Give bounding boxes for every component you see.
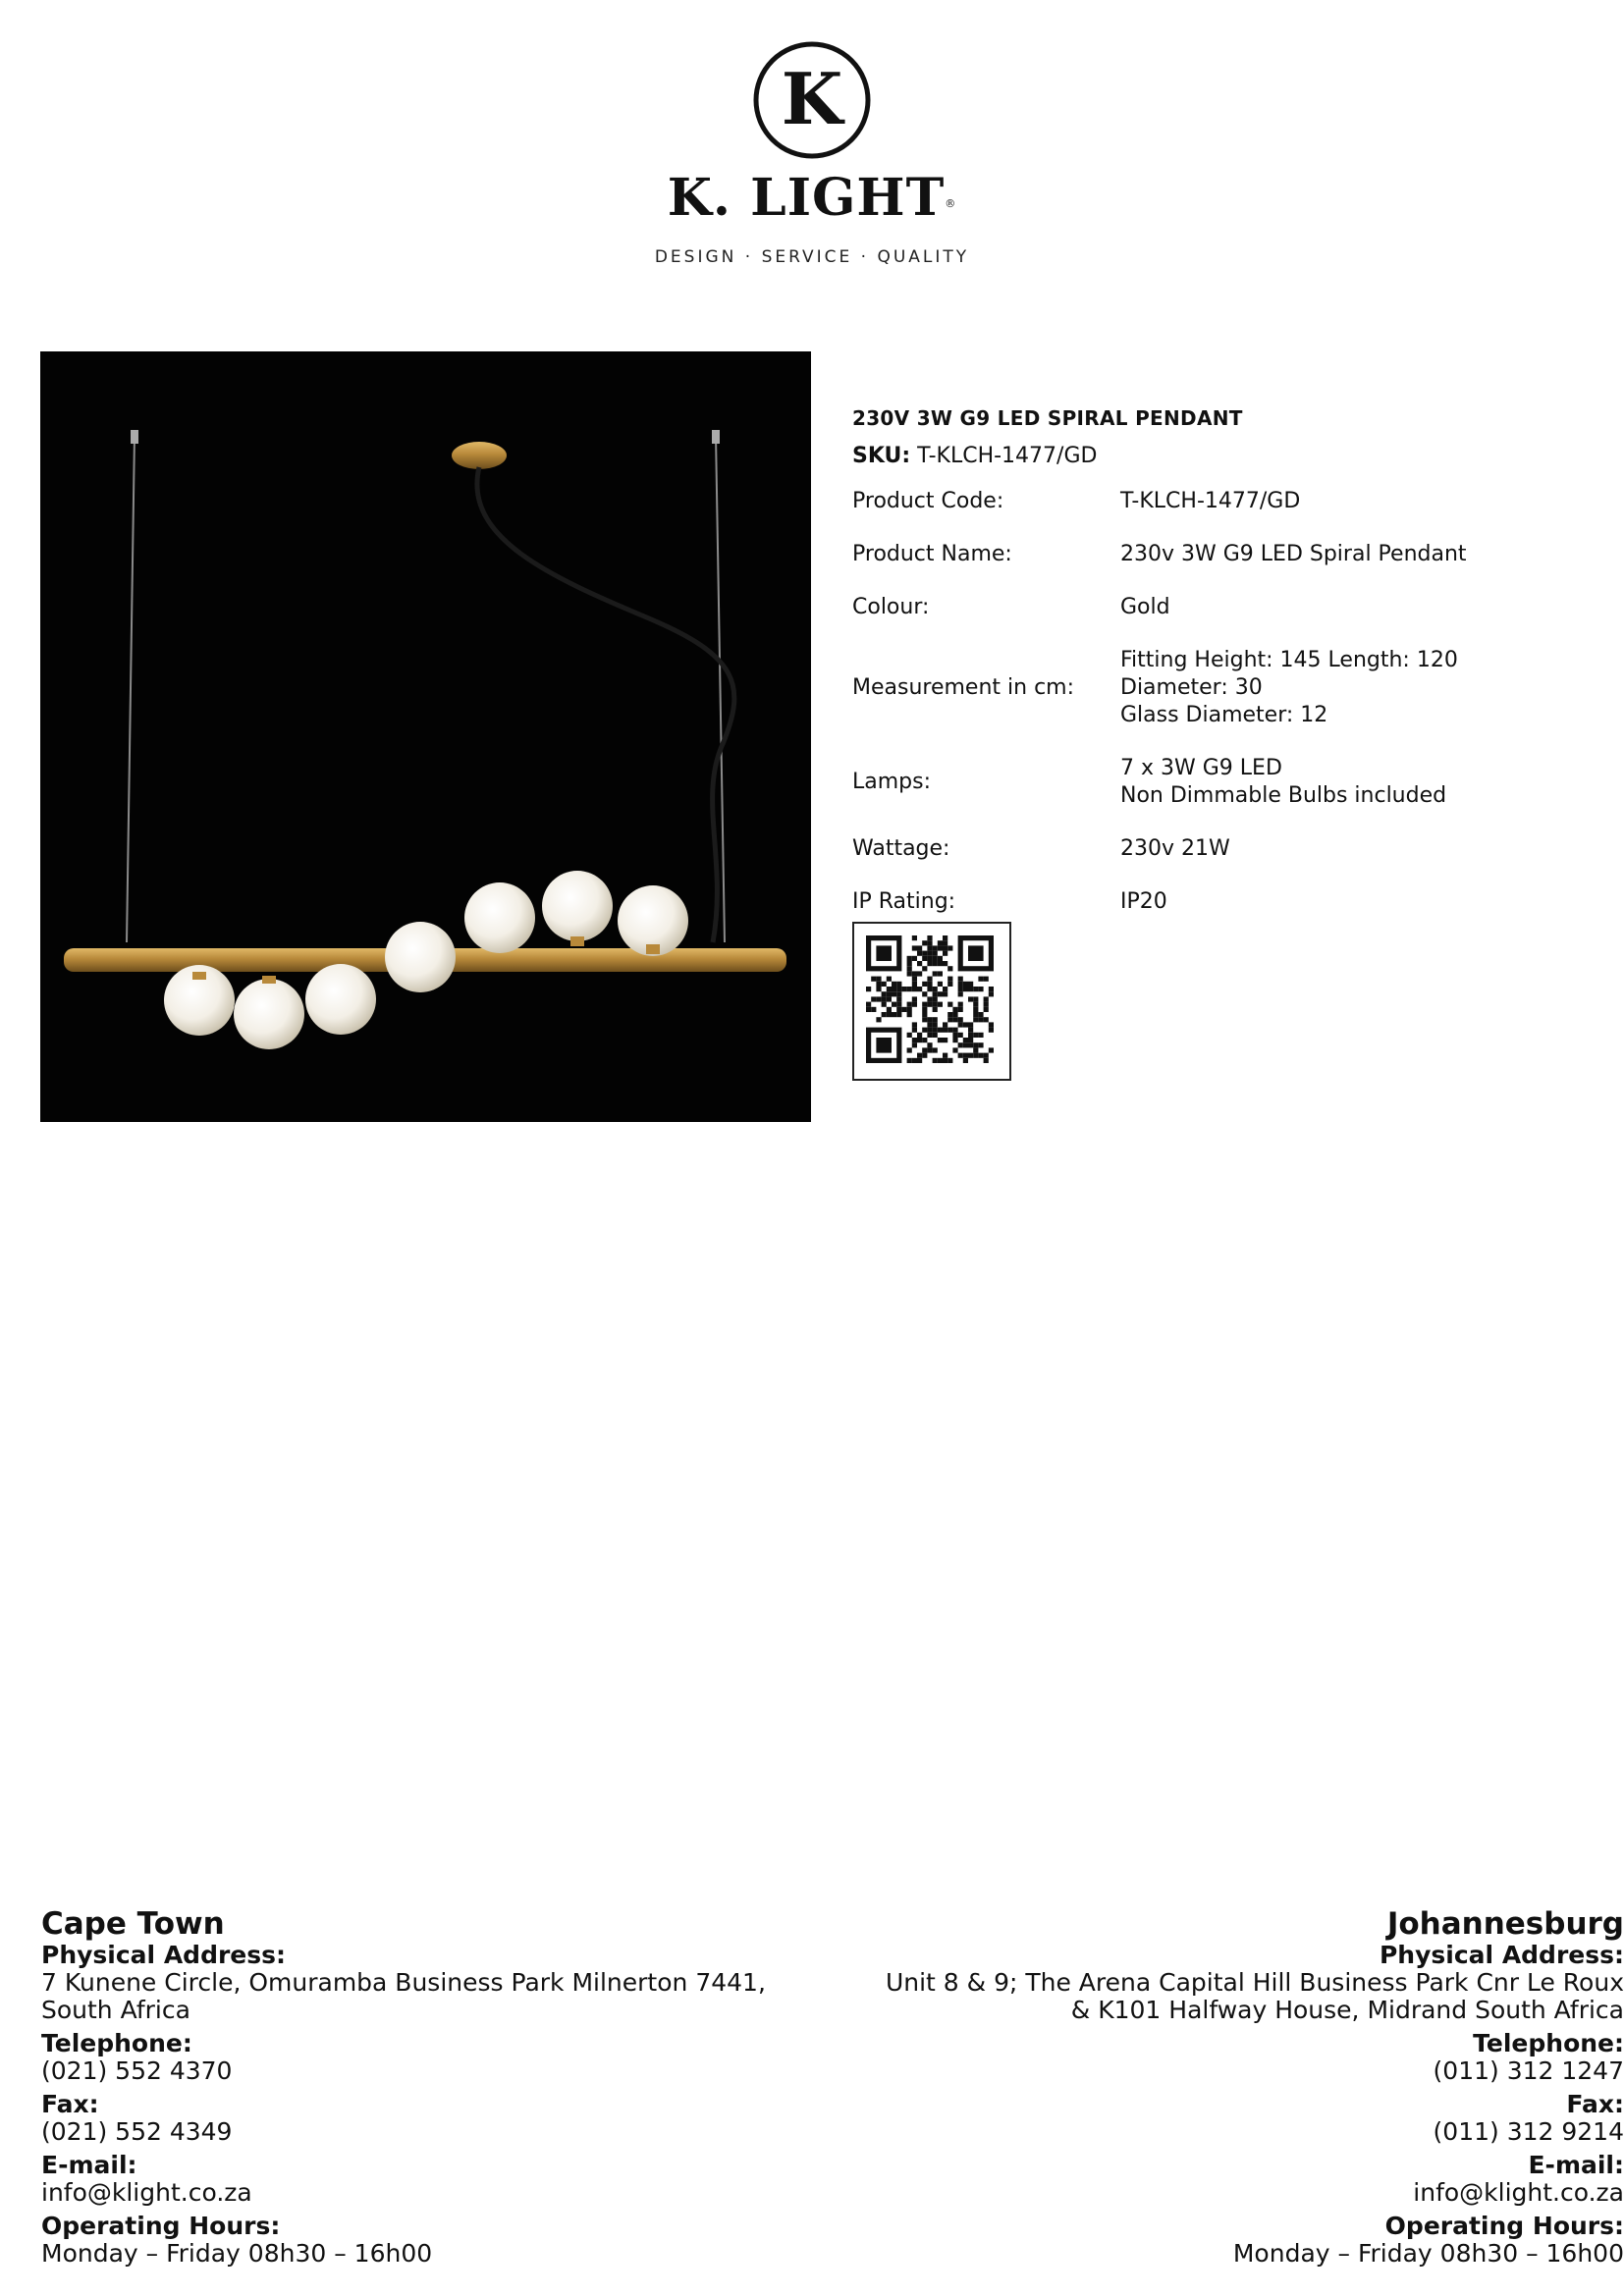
spec-row bbox=[852, 742, 1467, 823]
spec-row bbox=[852, 823, 1467, 876]
spec-value bbox=[1120, 742, 1467, 823]
email-link[interactable]: info@klight.co.za bbox=[1413, 2178, 1624, 2207]
office-city: Johannesburg bbox=[1386, 1906, 1624, 1942]
address-label: Physical Address: bbox=[1379, 1941, 1624, 1969]
brand-header bbox=[0, 39, 1624, 267]
spec-value-line: Gold bbox=[1120, 595, 1170, 619]
address-label: Physical Address: bbox=[41, 1941, 287, 1969]
fax-label: Fax: bbox=[1566, 2090, 1624, 2118]
spec-label: Wattage: bbox=[852, 836, 950, 861]
address-line: 7 Kunene Circle, Omuramba Business Park Milnerton 7441, bbox=[41, 1968, 766, 1997]
spec-value bbox=[1120, 634, 1467, 742]
hours-value: Monday – Friday 08h30 – 16h00 bbox=[1232, 2239, 1624, 2268]
fax-value: (021) 552 4349 bbox=[41, 2117, 233, 2146]
spec-value-line: 230v 3W G9 LED Spiral Pendant bbox=[1120, 542, 1467, 566]
address-line: South Africa bbox=[41, 1996, 190, 2024]
hours-label: Operating Hours: bbox=[1384, 2212, 1624, 2240]
spec-value-line: T-KLCH-1477/GD bbox=[1120, 489, 1301, 513]
sku-value: T-KLCH-1477/GD bbox=[917, 444, 1098, 468]
product-title: 230V 3W G9 LED SPIRAL PENDANT bbox=[852, 406, 1243, 430]
spec-value-line: Non Dimmable Bulbs included bbox=[1120, 783, 1447, 808]
spec-label: Product Code: bbox=[852, 489, 1004, 513]
spec-value bbox=[1120, 823, 1467, 876]
spec-value-line: Diameter: 30 bbox=[1120, 675, 1263, 700]
email-link[interactable]: info@klight.co.za bbox=[41, 2178, 252, 2207]
spec-value-line: IP20 bbox=[1120, 889, 1167, 914]
brand-name bbox=[0, 169, 1624, 228]
sku-label: SKU: bbox=[852, 444, 911, 468]
office-johannesburg bbox=[819, 1906, 1624, 2268]
brand-name-text: K. LIGHT bbox=[667, 168, 946, 228]
telephone-value[interactable]: (021) 552 4370 bbox=[41, 2056, 233, 2085]
fax-label: Fax: bbox=[41, 2090, 99, 2118]
spec-value-line: Glass Diameter: 12 bbox=[1120, 703, 1328, 727]
product-specs bbox=[852, 404, 1598, 929]
address-line: Unit 8 & 9; The Arena Capital Hill Business Park Cnr Le Roux bbox=[885, 1968, 1624, 1997]
email-label: E-mail: bbox=[1528, 2151, 1624, 2179]
spec-value-line: 7 x 3W G9 LED bbox=[1120, 756, 1282, 780]
office-city: Cape Town bbox=[41, 1906, 225, 1942]
spec-table bbox=[852, 475, 1467, 929]
spec-value-line: Fitting Height: 145 Length: 120 bbox=[1120, 648, 1458, 672]
product-photo bbox=[40, 351, 811, 1122]
address-line: & K101 Halfway House, Midrand South Africa bbox=[1070, 1996, 1624, 2024]
spec-value-line: 230v 21W bbox=[1120, 836, 1230, 861]
spec-value bbox=[1120, 876, 1467, 929]
email-label: E-mail: bbox=[41, 2151, 137, 2179]
telephone-label: Telephone: bbox=[1473, 2029, 1624, 2057]
brand-tagline: DESIGN · SERVICE · QUALITY bbox=[654, 247, 970, 267]
spec-label: Product Name: bbox=[852, 542, 1012, 566]
qr-code-icon bbox=[866, 935, 994, 1063]
spec-label: IP Rating: bbox=[852, 889, 956, 914]
spec-value bbox=[1120, 528, 1467, 581]
spec-row bbox=[852, 634, 1467, 742]
spec-row bbox=[852, 528, 1467, 581]
sku-line bbox=[852, 442, 1598, 471]
spec-label: Measurement in cm: bbox=[852, 675, 1075, 700]
qr-code[interactable] bbox=[852, 922, 1011, 1081]
spec-row bbox=[852, 475, 1467, 528]
spec-value bbox=[1120, 475, 1467, 528]
hours-label: Operating Hours: bbox=[41, 2212, 281, 2240]
spec-row bbox=[852, 581, 1467, 634]
fax-value: (011) 312 9214 bbox=[1433, 2117, 1624, 2146]
spec-label: Colour: bbox=[852, 595, 930, 619]
spec-value bbox=[1120, 581, 1467, 634]
spec-label: Lamps: bbox=[852, 770, 932, 794]
telephone-value[interactable]: (011) 312 1247 bbox=[1433, 2056, 1624, 2085]
spec-row bbox=[852, 876, 1467, 929]
pendant-illustration bbox=[40, 351, 811, 1122]
registered-mark: ® bbox=[945, 197, 957, 210]
telephone-label: Telephone: bbox=[41, 2029, 192, 2057]
k-light-logo-icon bbox=[751, 39, 873, 161]
office-cape-town bbox=[41, 1906, 846, 2268]
hours-value: Monday – Friday 08h30 – 16h00 bbox=[41, 2239, 433, 2268]
logo-letter: K bbox=[781, 57, 843, 140]
